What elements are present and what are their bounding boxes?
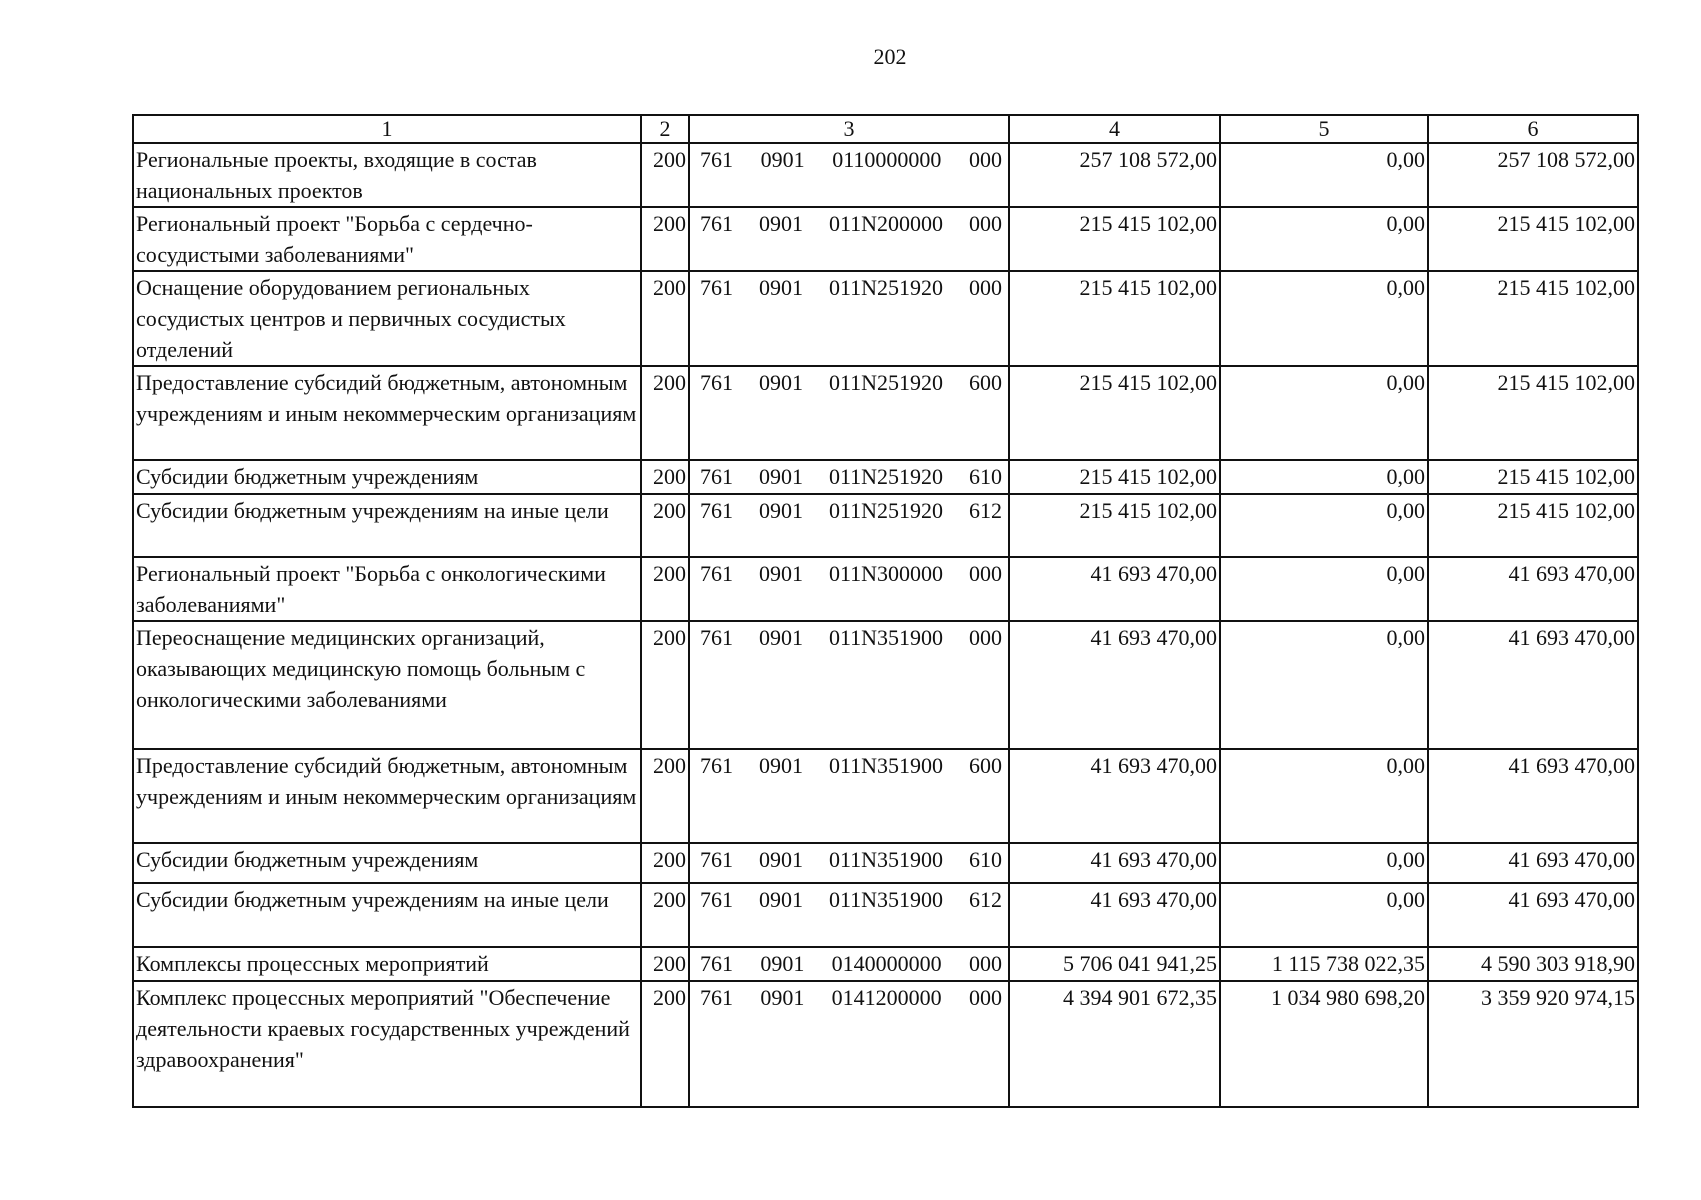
header-col-4: 4 bbox=[1009, 115, 1220, 143]
row-value-6: 215 415 102,00 bbox=[1428, 207, 1638, 271]
row-code-200: 200 bbox=[641, 883, 689, 947]
code-section: 0901 bbox=[758, 498, 803, 523]
row-name: Региональные проекты, входящие в состав национальных проектов bbox=[133, 143, 641, 207]
row-code-200: 200 bbox=[641, 460, 689, 494]
code-chapter: 761 bbox=[700, 625, 733, 650]
code-expense-type: 000 bbox=[968, 561, 1002, 586]
code-target: 011N251920 bbox=[828, 498, 944, 523]
header-col-2: 2 bbox=[641, 115, 689, 143]
row-value-6: 41 693 470,00 bbox=[1428, 749, 1638, 843]
row-value-4: 215 415 102,00 bbox=[1009, 207, 1220, 271]
code-target: 011N251920 bbox=[828, 370, 944, 395]
row-codes bbox=[689, 143, 1009, 207]
row-code-200: 200 bbox=[641, 947, 689, 981]
code-expense-type: 600 bbox=[968, 370, 1002, 395]
code-chapter: 761 bbox=[700, 147, 733, 172]
row-name: Субсидии бюджетным учреждениям bbox=[133, 843, 641, 883]
row-name: Комплекс процессных мероприятий "Обеспечение деятельности краевых государственных учреждений здравоохранения" bbox=[133, 981, 641, 1107]
row-value-5: 0,00 bbox=[1220, 143, 1428, 207]
row-value-6: 41 693 470,00 bbox=[1428, 843, 1638, 883]
row-name: Субсидии бюджетным учреждениям bbox=[133, 460, 641, 494]
table-row bbox=[133, 557, 1638, 621]
row-value-5: 0,00 bbox=[1220, 207, 1428, 271]
row-value-4: 215 415 102,00 bbox=[1009, 494, 1220, 557]
code-chapter: 761 bbox=[700, 561, 733, 586]
table-row bbox=[133, 207, 1638, 271]
row-value-6: 257 108 572,00 bbox=[1428, 143, 1638, 207]
row-code-200: 200 bbox=[641, 207, 689, 271]
table-row bbox=[133, 843, 1638, 883]
row-codes bbox=[689, 947, 1009, 981]
table-row bbox=[133, 749, 1638, 843]
code-expense-type: 000 bbox=[968, 951, 1002, 976]
row-name: Переоснащение медицинских организаций, оказывающих медицинскую помощь больным с онкологическими заболеваниями bbox=[133, 621, 641, 749]
header-col-6: 6 bbox=[1428, 115, 1638, 143]
code-section: 0901 bbox=[760, 985, 805, 1010]
row-codes bbox=[689, 749, 1009, 843]
code-target: 011N351900 bbox=[828, 887, 944, 912]
row-name: Предоставление субсидий бюджетным, автономным учреждениям и иным некоммерческим организациям bbox=[133, 366, 641, 460]
row-code-200: 200 bbox=[641, 143, 689, 207]
row-value-4: 5 706 041 941,25 bbox=[1009, 947, 1220, 981]
row-code-200: 200 bbox=[641, 366, 689, 460]
code-section: 0901 bbox=[758, 211, 803, 236]
table-row bbox=[133, 947, 1638, 981]
header-col-1: 1 bbox=[133, 115, 641, 143]
code-chapter: 761 bbox=[700, 985, 733, 1010]
code-chapter: 761 bbox=[700, 951, 733, 976]
row-value-6: 41 693 470,00 bbox=[1428, 557, 1638, 621]
row-value-5: 0,00 bbox=[1220, 460, 1428, 494]
header-row bbox=[133, 115, 1638, 143]
table-row bbox=[133, 271, 1638, 366]
code-section: 0901 bbox=[758, 753, 803, 778]
code-section: 0901 bbox=[758, 275, 803, 300]
row-value-6: 41 693 470,00 bbox=[1428, 621, 1638, 749]
code-target: 0141200000 bbox=[831, 985, 942, 1010]
row-value-6: 215 415 102,00 bbox=[1428, 271, 1638, 366]
row-value-5: 1 115 738 022,35 bbox=[1220, 947, 1428, 981]
row-codes bbox=[689, 460, 1009, 494]
code-expense-type: 000 bbox=[968, 985, 1002, 1010]
code-expense-type: 600 bbox=[968, 753, 1002, 778]
code-chapter: 761 bbox=[700, 211, 733, 236]
row-codes bbox=[689, 981, 1009, 1107]
code-target: 011N300000 bbox=[828, 561, 944, 586]
row-value-4: 41 693 470,00 bbox=[1009, 749, 1220, 843]
row-codes bbox=[689, 883, 1009, 947]
row-codes bbox=[689, 207, 1009, 271]
code-section: 0901 bbox=[758, 561, 803, 586]
table-row bbox=[133, 366, 1638, 460]
row-code-200: 200 bbox=[641, 494, 689, 557]
row-value-6: 4 590 303 918,90 bbox=[1428, 947, 1638, 981]
row-value-5: 0,00 bbox=[1220, 749, 1428, 843]
code-section: 0901 bbox=[760, 147, 805, 172]
row-codes bbox=[689, 494, 1009, 557]
code-chapter: 761 bbox=[700, 464, 733, 489]
row-codes bbox=[689, 366, 1009, 460]
row-code-200: 200 bbox=[641, 843, 689, 883]
row-name: Предоставление субсидий бюджетным, автономным учреждениям и иным некоммерческим организациям bbox=[133, 749, 641, 843]
row-value-6: 215 415 102,00 bbox=[1428, 460, 1638, 494]
code-chapter: 761 bbox=[700, 275, 733, 300]
budget-table-body bbox=[133, 115, 1638, 1107]
row-value-5: 0,00 bbox=[1220, 883, 1428, 947]
row-value-4: 215 415 102,00 bbox=[1009, 460, 1220, 494]
row-value-6: 3 359 920 974,15 bbox=[1428, 981, 1638, 1107]
row-codes bbox=[689, 621, 1009, 749]
row-name: Субсидии бюджетным учреждениям на иные цели bbox=[133, 883, 641, 947]
row-value-5: 0,00 bbox=[1220, 557, 1428, 621]
row-name: Региональный проект "Борьба с онкологическими заболеваниями" bbox=[133, 557, 641, 621]
budget-table bbox=[132, 114, 1639, 1108]
row-value-5: 1 034 980 698,20 bbox=[1220, 981, 1428, 1107]
code-expense-type: 000 bbox=[968, 625, 1002, 650]
code-chapter: 761 bbox=[700, 498, 733, 523]
code-target: 011N251920 bbox=[828, 464, 944, 489]
row-code-200: 200 bbox=[641, 749, 689, 843]
row-value-5: 0,00 bbox=[1220, 366, 1428, 460]
row-value-4: 215 415 102,00 bbox=[1009, 271, 1220, 366]
row-name: Субсидии бюджетным учреждениям на иные цели bbox=[133, 494, 641, 557]
row-value-5: 0,00 bbox=[1220, 621, 1428, 749]
row-value-5: 0,00 bbox=[1220, 271, 1428, 366]
row-value-6: 215 415 102,00 bbox=[1428, 366, 1638, 460]
row-value-4: 41 693 470,00 bbox=[1009, 621, 1220, 749]
code-target: 011N251920 bbox=[828, 275, 944, 300]
code-target: 011N351900 bbox=[828, 847, 944, 872]
code-chapter: 761 bbox=[700, 753, 733, 778]
code-expense-type: 610 bbox=[968, 464, 1002, 489]
table-row bbox=[133, 981, 1638, 1107]
row-codes bbox=[689, 271, 1009, 366]
table-row bbox=[133, 460, 1638, 494]
row-value-6: 215 415 102,00 bbox=[1428, 494, 1638, 557]
row-value-5: 0,00 bbox=[1220, 494, 1428, 557]
row-codes bbox=[689, 557, 1009, 621]
row-value-4: 41 693 470,00 bbox=[1009, 883, 1220, 947]
row-value-4: 41 693 470,00 bbox=[1009, 843, 1220, 883]
code-expense-type: 612 bbox=[968, 887, 1002, 912]
code-target: 0110000000 bbox=[832, 147, 942, 172]
table-row bbox=[133, 494, 1638, 557]
row-value-4: 257 108 572,00 bbox=[1009, 143, 1220, 207]
row-codes bbox=[689, 843, 1009, 883]
code-chapter: 761 bbox=[700, 887, 733, 912]
row-code-200: 200 bbox=[641, 557, 689, 621]
code-target: 011N351900 bbox=[828, 753, 944, 778]
code-target: 011N351900 bbox=[828, 625, 944, 650]
code-section: 0901 bbox=[758, 370, 803, 395]
code-section: 0901 bbox=[758, 887, 803, 912]
header-col-5: 5 bbox=[1220, 115, 1428, 143]
code-section: 0901 bbox=[758, 625, 803, 650]
row-name: Оснащение оборудованием региональных сосудистых центров и первичных сосудистых отделений bbox=[133, 271, 641, 366]
code-chapter: 761 bbox=[700, 847, 733, 872]
row-value-4: 41 693 470,00 bbox=[1009, 557, 1220, 621]
row-value-4: 215 415 102,00 bbox=[1009, 366, 1220, 460]
code-expense-type: 000 bbox=[968, 211, 1002, 236]
code-section: 0901 bbox=[758, 847, 803, 872]
row-value-4: 4 394 901 672,35 bbox=[1009, 981, 1220, 1107]
row-name: Региональный проект "Борьба с сердечно-сосудистыми заболеваниями" bbox=[133, 207, 641, 271]
code-target: 0140000000 bbox=[831, 951, 942, 976]
code-expense-type: 000 bbox=[968, 147, 1002, 172]
row-value-6: 41 693 470,00 bbox=[1428, 883, 1638, 947]
code-expense-type: 612 bbox=[968, 498, 1002, 523]
code-chapter: 761 bbox=[700, 370, 733, 395]
code-expense-type: 610 bbox=[968, 847, 1002, 872]
row-value-5: 0,00 bbox=[1220, 843, 1428, 883]
row-code-200: 200 bbox=[641, 621, 689, 749]
code-section: 0901 bbox=[758, 464, 803, 489]
code-expense-type: 000 bbox=[968, 275, 1002, 300]
row-code-200: 200 bbox=[641, 271, 689, 366]
page-number: 202 bbox=[873, 44, 907, 69]
header-col-3: 3 bbox=[689, 115, 1009, 143]
code-target: 011N200000 bbox=[828, 211, 944, 236]
code-section: 0901 bbox=[760, 951, 805, 976]
table-row bbox=[133, 143, 1638, 207]
row-code-200: 200 bbox=[641, 981, 689, 1107]
table-row bbox=[133, 883, 1638, 947]
row-name: Комплексы процессных мероприятий bbox=[133, 947, 641, 981]
table-row bbox=[133, 621, 1638, 749]
